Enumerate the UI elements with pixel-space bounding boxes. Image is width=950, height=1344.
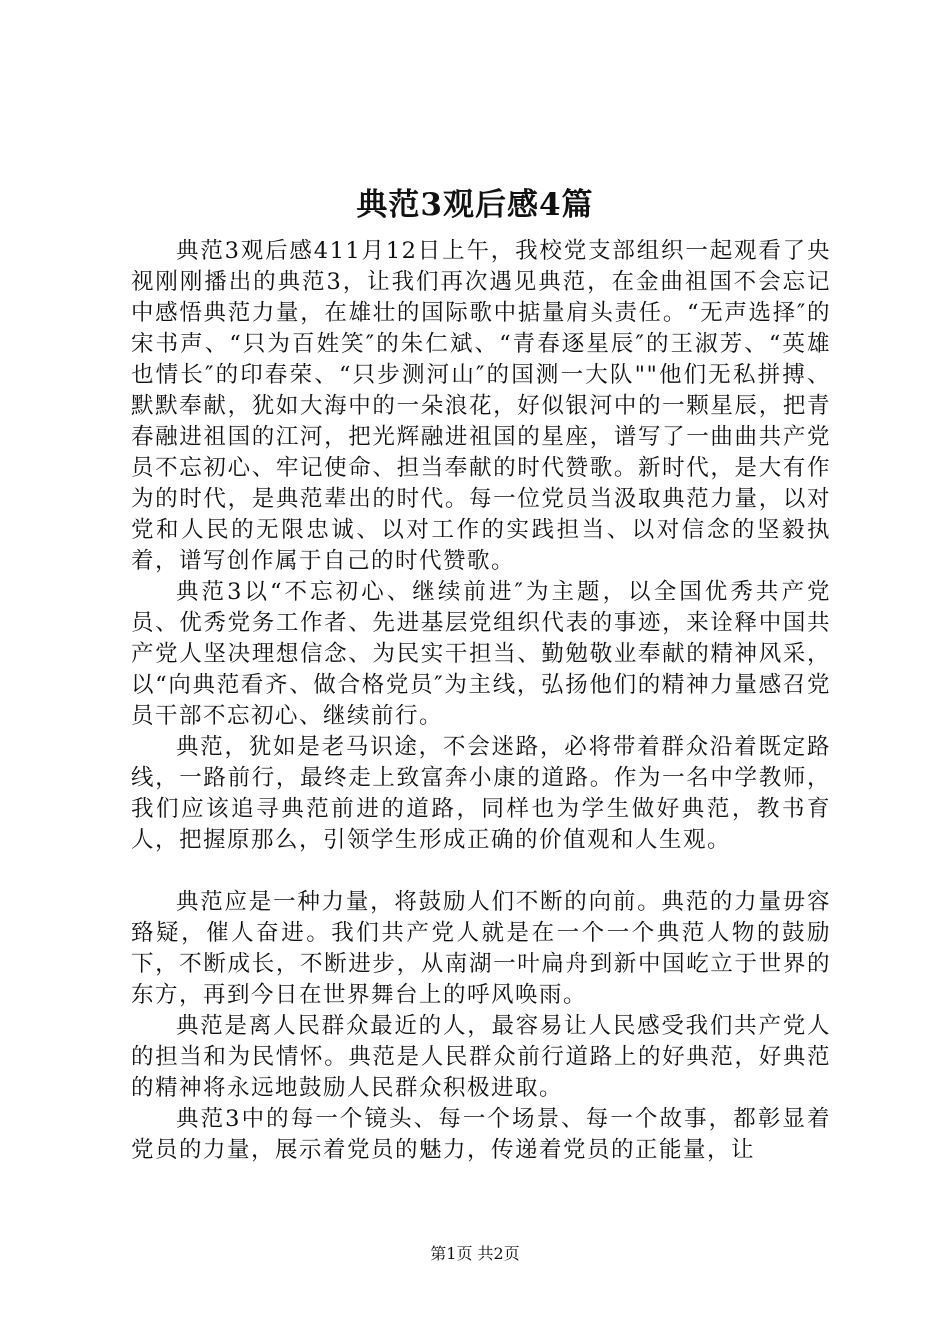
document-body bbox=[131, 236, 831, 1166]
paragraph-6: 典范3中的每一个镜头、每一个场景、每一个故事，都彰显着党员的力量，展示着党员的魅力，传递着党员的正能量，让 bbox=[131, 1106, 831, 1163]
paragraph-2: 典范3以“不忘初心、继续前进″为主题，以全国优秀共产党员、优秀党务工作者、先进基层党组织代表的事迹，来诠释中国共产党人坚决理想信念、为民实干担当、勤勉敬业奉献的精神风采，以“向典范看齐、做合格党员″为主线，弘扬他们的精神力量感召党员干部不忘初心、继续前行。 bbox=[131, 579, 831, 729]
paragraph-gap bbox=[131, 856, 831, 887]
paragraph-1: 典范3观后感411月12日上午，我校党支部组织一起观看了央视刚刚播出的典范3，让我们再次遇见典范，在金曲祖国不会忘记中感悟典范力量，在雄壮的国际歌中掂量肩头责任。“无声选择″的宋书声、“只为百姓笑″的朱仁斌、“青春逐星辰″的王淑芳、“英雄也情长″的印春荣、“只步测河山″的国测一大队""他们无私拼搏、默默奉献，犹如大海中的一朵浪花，好似银河中的一颗星辰，把青春融进祖国的江河，把光辉融进祖国的星座，谱写了一曲曲共产党员不忘初心、牢记使命、担当奉献的时代赞歌。新时代，是大有作为的时代，是典范辈出的时代。每一位党员当汲取典范力量，以对党和人民的无限忠诚、以对工作的实践担当、以对信念的坚毅执着，谱写创作属于自己的时代赞歌。 bbox=[131, 238, 831, 574]
paragraph-5: 典范是离人民群众最近的人，最容易让人民感受我们共产党人的担当和为民情怀。典范是人民群众前行道路上的好典范，好典范的精神将永远地鼓励人民群众积极进取。 bbox=[131, 1013, 831, 1101]
paragraph-3: 典范，犹如是老马识途，不会迷路，必将带着群众沿着既定路线，一路前行，最终走上致富奔小康的道路。作为一名中学教师，我们应该追寻典范前进的道路，同样也为学生做好典范，教书育人，把握原那么，引领学生形成正确的价值观和人生观。 bbox=[131, 734, 831, 853]
paragraph-4: 典范应是一种力量，将鼓励人们不断的向前。典范的力量毋容臵疑，催人奋进。我们共产党人就是在一个一个典范人物的鼓励下，不断成长，不断进步，从南湖一叶扁舟到新中国屹立于世界的东方，再到今日在世界舞台上的呼风唤雨。 bbox=[131, 889, 831, 1008]
document-title: 典范3观后感4篇 bbox=[356, 187, 594, 223]
page-footer: 第1页 共2页 bbox=[430, 1244, 520, 1263]
